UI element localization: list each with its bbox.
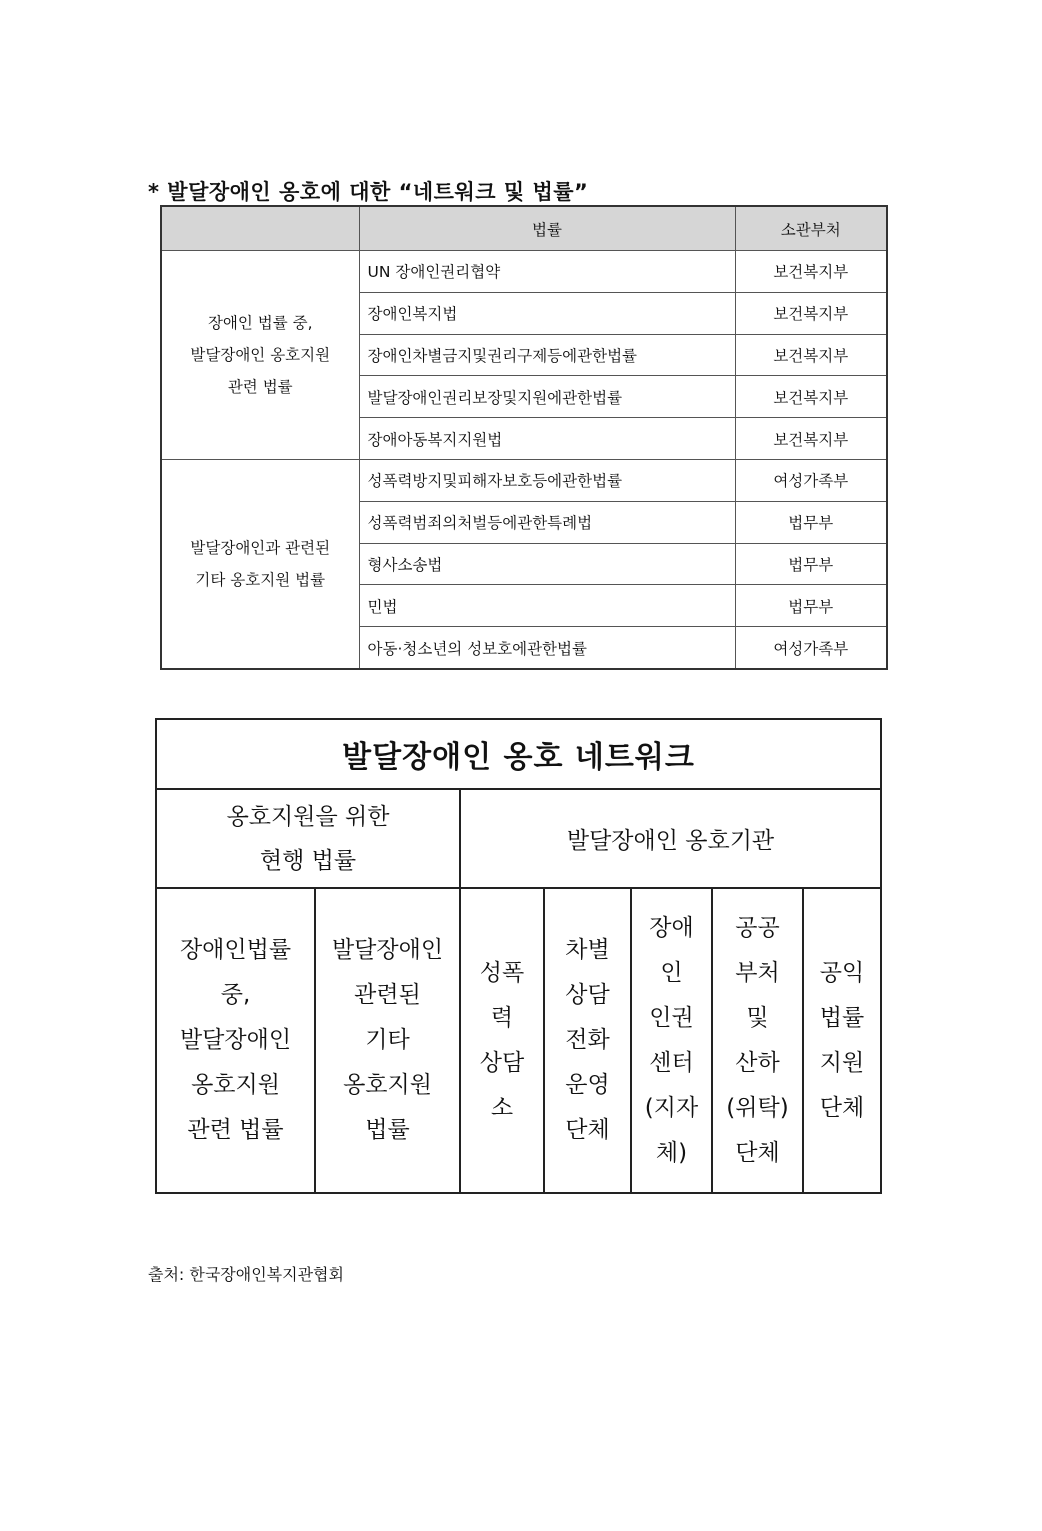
law-cell: 아동·청소년의 성보호에관한법률 [359,627,735,669]
law-cell: UN 장애인권리협약 [359,251,735,293]
dept-cell: 보건복지부 [735,334,887,376]
header-category [161,206,359,251]
network-column: 공공 부처 및 산하 (위탁) 단체 [713,889,804,1192]
law-cell: 발달장애인권리보장및지원에관한법률 [359,376,735,418]
network-column: 차별 상담 전화 운영 단체 [545,889,632,1192]
law-cell: 성폭력방지및피해자보호등에관한법률 [359,459,735,501]
network-column: 성폭 력 상담 소 [461,889,545,1192]
network-orgs-header: 발달장애인 옹호기관 [461,790,880,889]
law-cell: 장애아동복지지원법 [359,418,735,460]
table-header-row [161,206,887,251]
network-column: 발달장애인 관련된 기타 옹호지원 법률 [316,889,461,1192]
category-cell: 장애인 법률 중, 발달장애인 옹호지원 관련 법률 [161,251,359,460]
table-row [161,251,887,293]
dept-cell: 여성가족부 [735,459,887,501]
network-title: 발달장애인 옹호 네트워크 [157,720,880,790]
dept-cell: 법무부 [735,585,887,627]
dept-cell: 보건복지부 [735,376,887,418]
category-cell: 발달장애인과 관련된 기타 옹호지원 법률 [161,459,359,668]
dept-cell: 보건복지부 [735,418,887,460]
laws-table [160,205,888,670]
network-diagram [155,718,882,1194]
law-cell: 장애인차별금지및권리구제등에관한법률 [359,334,735,376]
law-cell: 장애인복지법 [359,292,735,334]
dept-cell: 여성가족부 [735,627,887,669]
law-cell: 형사소송법 [359,543,735,585]
section-heading: * 발달장애인 옹호에 대한 “네트워크 및 법률” [148,180,589,204]
source-note: 출처: 한국장애인복지관협회 [148,1265,344,1284]
header-law: 법률 [359,206,735,251]
dept-cell: 보건복지부 [735,292,887,334]
network-column: 장애 인 인권 센터 (지자 체) [632,889,713,1192]
network-column: 장애인법률 중, 발달장애인 옹호지원 관련 법률 [157,889,316,1192]
dept-cell: 법무부 [735,543,887,585]
table-row [161,459,887,501]
law-cell: 민법 [359,585,735,627]
law-cell: 성폭력범죄의처벌등에관한특례법 [359,501,735,543]
dept-cell: 법무부 [735,501,887,543]
dept-cell: 보건복지부 [735,251,887,293]
network-column: 공익 법률 지원 단체 [819,959,865,1121]
header-dept: 소관부처 [735,206,887,251]
network-laws-header: 옹호지원을 위한 현행 법률 [157,790,461,889]
